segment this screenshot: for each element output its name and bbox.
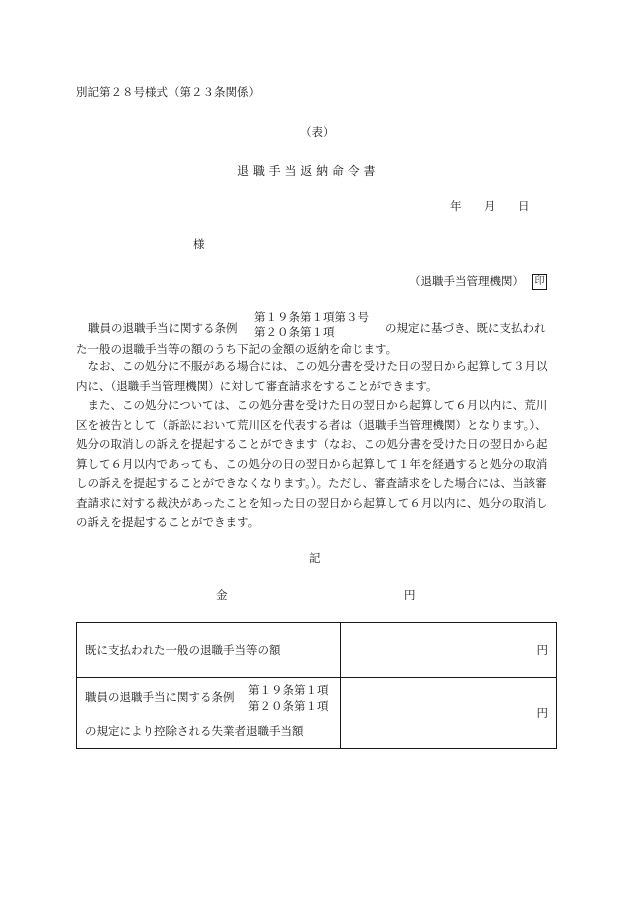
issuer-name: （退職手当管理機関） <box>409 274 524 288</box>
document-title: 退 職 手 当 返 納 命 令 書 <box>237 164 376 178</box>
date-year: 年 <box>450 199 462 213</box>
row1-unit: 円 <box>341 623 557 678</box>
paragraph1-trail: の規定に基づき、既に支払われ <box>385 321 546 335</box>
table-row <box>77 623 557 678</box>
ki-heading: 記 <box>309 551 321 565</box>
table-row <box>77 678 557 749</box>
seal-mark: 印 <box>532 274 547 290</box>
row2-trail: の規定により控除される失業者退職手当額 <box>85 724 304 738</box>
row1-label: 既に支払われた一般の退職手当等の額 <box>77 623 341 678</box>
paragraph2: なお、この処分に不服がある場合には、この処分書を受けた日の翌日から起算して３月以内に、（退職手当管理機関）に対して審査請求をすることができます。 <box>76 359 548 393</box>
paragraph1-lead: 職員の退職手当に関する条例 <box>88 321 238 335</box>
row2-article-b: 第２０条第１項 <box>248 699 329 713</box>
amount-unit: 円 <box>404 588 416 602</box>
paragraph1-article-a: 第１９条第１項第３号 <box>254 310 369 324</box>
paragraph3: また、この処分については、この処分書を受けた日の翌日から起算して６月以内に、荒川区を被告として（訴訟において荒川区を代表する者は（退職手当管理機関）となります。）、処分の取消しの訴えを提起することができます（なお、この処分書を受けた日の翌日から起算して６月以内であっても、この処分の日の翌日から起算して１年を経過すると処分の取消しの訴えを提起することができなくなります。）。ただし、審査請求をした場合には、当該審査請求に対する裁決があったことを知った日の翌日から起算して６月以内に、処分の取消しの訴えを提起することができます。 <box>76 398 548 529</box>
side-indicator: （表） <box>300 125 335 139</box>
date-month: 月 <box>484 199 496 213</box>
form-reference: 別記第２８号様式（第２３条関係） <box>76 85 260 99</box>
row2-label <box>77 678 341 749</box>
row2-article-a: 第１９条第１項 <box>248 683 329 697</box>
issuer-line <box>409 273 547 290</box>
recipient-suffix: 様 <box>193 237 205 251</box>
row2-unit: 円 <box>341 678 557 749</box>
date-day: 日 <box>518 199 530 213</box>
row2-lead: 職員の退職手当に関する条例 <box>85 690 235 704</box>
body-paragraphs <box>76 357 556 533</box>
amount-label: 金 <box>216 588 228 602</box>
amount-table <box>76 622 557 749</box>
paragraph1-article-b: 第２０条第１項 <box>254 325 335 339</box>
paragraph1-line2: た一般の退職手当等の額のうち下記の金額の返納を命じます。 <box>76 342 398 356</box>
